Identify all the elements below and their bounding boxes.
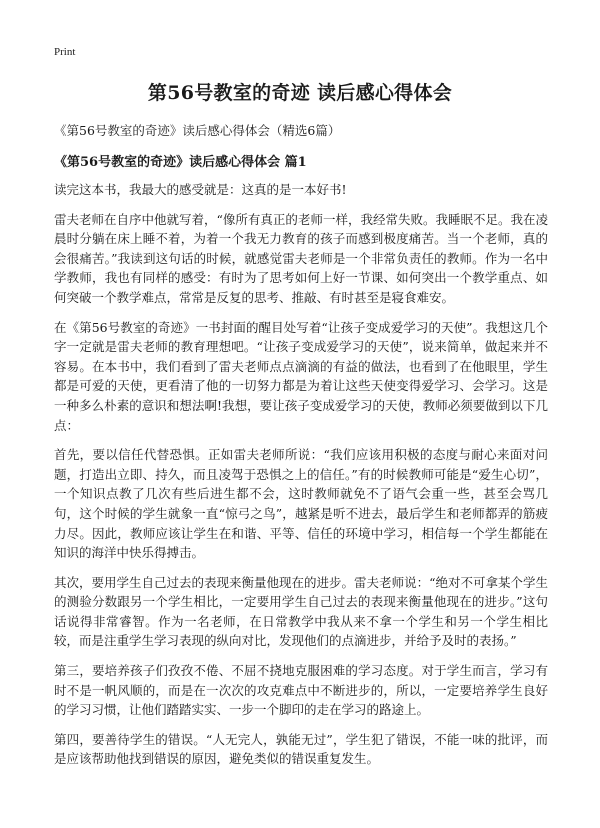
paragraph-5: 其次，要用学生自己过去的表现来衡量他现在的进步。雷夫老师说：“绝对不可拿某个学生的测验分数跟另一个学生相比，一定要用学生自己过去的表现来衡量他现在的进步。”这句话说得非常睿智。作为一名老师，在日常教学中我从来不拿一个学生和另一个学生相比较，而是注重学生学习表现的纵向对比，发现他们的点滴进步，并给予及时的表扬。”	[54, 574, 548, 649]
paragraph-2: 雷夫老师在自序中他就写着，“像所有真正的老师一样，我经常失败。我睡眠不足。我在凌晨时分躺在床上睡不着，为着一个我无力教育的孩子而感到极度痛苦。当一个老师，真的会很痛苦。”我读到这句话的时候，就感觉雷夫老师是一个非常负责任的教师。作为一名中学教师，我也有同样的感受：有时为了思考如何上好一节课、如何突出一个教学重点、如何突破一个教学难点，常常是反复的思考、推敲、有时甚至是寝食难安。	[54, 211, 548, 305]
paragraph-6: 第三，要培养孩子们孜孜不倦、不屈不挠地克服困难的学习态度。对于学生而言，学习有时不是一帆风顺的，而是在一次次的攻克难点中不断进步的，所以，一定要培养学生良好的学习习惯，让他们踏踏实实、一步一个脚印的走在学习的路途上。	[54, 663, 548, 718]
section-heading: 《第56号教室的奇迹》读后感心得体会 篇1	[54, 155, 307, 170]
paragraph-3: 在《第56号教室的奇迹》一书封面的醒目处写着“让孩子变成爱学习的天使”。我想这几个字一定就是雷夫老师的教育理想吧。“让孩子变成爱学习的天使”，说来简单，做起来并不容易。在本书中，我们看到了雷夫老师点点滴滴的有益的做法，也看到了在他眼里，学生都是可爱的天使，更看清了他的一切努力都是为着让这些天使变得爱学习、会学习。这是一种多么朴素的意识和想法啊!我想，要让孩子变成爱学习的天使，教师必须要做到以下几点：	[54, 319, 548, 433]
article-intro: 《第56号教室的奇迹》读后感心得体会（精选6篇）	[54, 123, 341, 138]
paragraph-1: 读完这本书，我最大的感受就是：这真的是一本好书!	[54, 182, 347, 197]
paragraph-4: 首先，要以信任代替恐惧。正如雷夫老师所说：“我们应该用积极的态度与耐心来面对问题，打造出立即、持久，而且凌驾于恐惧之上的信任。”有的时候教师可能是“爱生心切”，一个知识点教了几次有些后进生都不会，这时教师就免不了语气会重一些，甚至会骂几句，这个时候的学生就象一直“惊弓之鸟”，越紧是听不进去，最后学生和老师都弄的筋疲力尽。因此，教师应该让学生在和谐、平等、信任的环境中学习，相信每一个学生都能在知识的海洋中快乐得搏击。	[54, 447, 548, 561]
page-title: 第56号教室的奇迹 读后感心得体会	[147, 82, 453, 104]
print-link[interactable]: Print	[54, 46, 76, 58]
paragraph-7: 第四，要善待学生的错误。“人无完人，孰能无过”，学生犯了错误，不能一味的批评，而是应该帮助他找到错误的原因，避免类似的错误重复发生。	[54, 731, 548, 767]
article-body	[54, 180, 548, 779]
